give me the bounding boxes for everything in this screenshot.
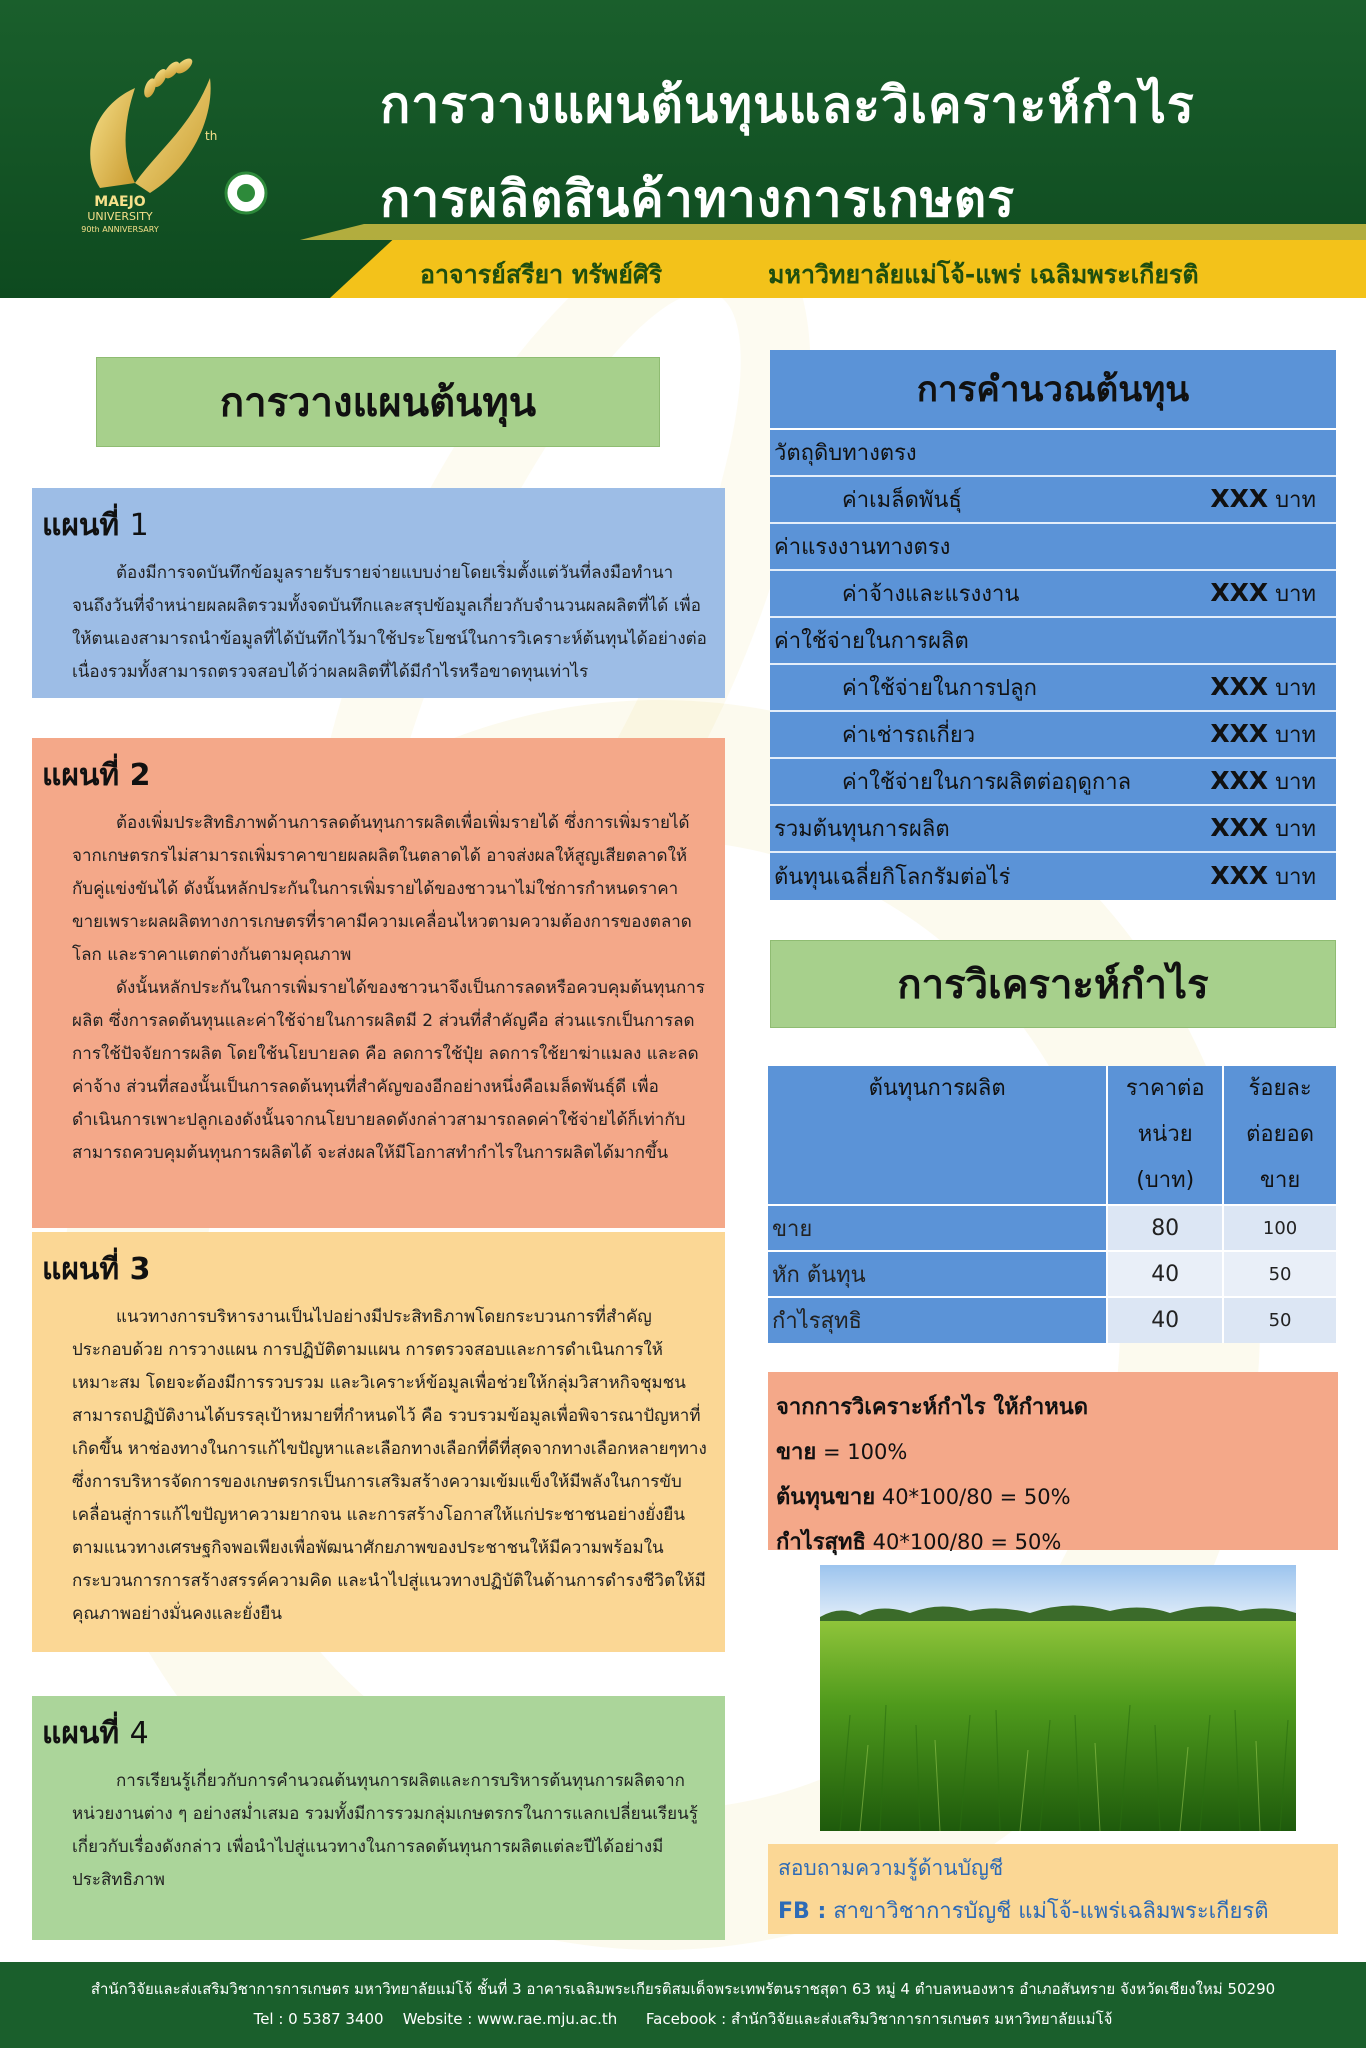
cost-value-unit: บาท [1268, 817, 1316, 842]
profit-row-percent: 50 [1223, 1251, 1337, 1297]
profit-result-box [768, 1372, 1338, 1555]
result-line-cost [776, 1475, 1330, 1520]
cost-row-label: ค่าจ้างและแรงงาน [842, 582, 1020, 607]
plan-4-label: แผนที่ [42, 1716, 120, 1751]
cost-value-amount: XXX [1210, 813, 1269, 842]
plan-2-text-2: ดังนั้นหลักประกันในการเพิ่มรายได้ของชาวนาจึงเป็นการลดหรือควบคุมต้นทุนการผลิต ซึ่งการลดต้นทุนและค่าใช้จ่ายในการผลิตมี 2 ส่วนที่สำคัญคือ ส่วนแรกเป็นการลดการใช้ปัจจัยการผลิต โดยใช้นโยบายลด คือ ลดการใช้ปุ๋ย ลดการใช้ยาฆ่าแมลง และลดค่าจ้าง ส่วนที่สองนั้นเป็นการลดต้นทุนที่สำคัญของอีกอย่างหนึ่งคือเมล็ดพันธุ์ดี เพื่อดำเนินการเพาะปลูกเองดังนั้นจากนโยบายลดดังกล่าวสามารถลดค่าใช้จ่ายได้ก็เท่ากับสามารถควบคุมต้นทุนการผลิตได้ จะส่งผลให้มีโอกาสทำกำไรในการผลิตได้มากขึ้น [72, 978, 705, 1163]
poster-title-line1: การวางแผนต้นทุนและวิเคราะห์กำไร [380, 76, 1195, 134]
cost-value-unit: บาท [1268, 723, 1316, 748]
plan-3-label: แผนที่ [42, 1252, 120, 1287]
plan-4-number: 4 [129, 1716, 149, 1751]
cost-value-unit: บาท [1268, 865, 1316, 890]
cost-row-label: รวมต้นทุนการผลิต [774, 817, 950, 842]
footer-tel: Tel : 0 5387 3400 [253, 2010, 384, 2028]
poster-title-line2: การผลิตสินค้าทางการเกษตร [380, 170, 1016, 228]
plan-4-text: การเรียนรู้เกี่ยวกับการคำนวณต้นทุนการผลิตและการบริหารต้นทุนการผลิตจากหน่วยงานต่าง ๆ อย่างสม่ำเสมอ รวมทั้งมีการรวมกลุ่มเกษตรกรในการแลกเปลี่ยนเรียนรู้เกี่ยวกับเรื่องดังกล่าว เพื่อนำไปสู่แนวทางในการลดต้นทุนการผลิตแต่ละปีได้อย่างมีประสิทธิภาพ [72, 1771, 698, 1890]
plan-4-box [32, 1696, 725, 1940]
profit-row-price: 40 [1107, 1251, 1223, 1297]
plan-2-box [32, 738, 725, 1228]
cost-row [770, 665, 1336, 712]
cost-value-amount: XXX [1210, 578, 1269, 607]
cost-value-unit: บาท [1268, 676, 1316, 701]
plan-4-heading [42, 1710, 707, 1757]
header-banner [0, 0, 1366, 298]
cost-value-amount: XXX [1210, 672, 1269, 701]
cost-row [770, 618, 1336, 665]
plan-2-text: ต้องเพิ่มประสิทธิภาพด้านการลดต้นทุนการผลิตเพื่อเพิ่มรายได้ ซึ่งการเพิ่มรายได้จากเกษตรกรไม่สามารถเพิ่มราคาขายผลผลิตในตลาดได้ อาจส่งผลให้สูญเสียตลาดให้กับคู่แข่งขันได้ ดังนั้นหลักประกันในการเพิ่มรายได้ของชาวนาไม่ใช่การกำหนดราคาขายเพราะผลผลิตทางการเกษตรที่ราคามีความเคลื่อนไหวตามความต้องการของตลาดโลก และราคาแตกต่างกันตามคุณภาพ [72, 813, 692, 965]
footer-address: สำนักวิจัยและส่งเสริมวิชาการการเกษตร มหาวิทยาลัยแม่โจ้ ชั้นที่ 3 อาคารเฉลิมพระเกียรติสมเด็จพระเทพรัตนราชสุดา 63 หมู่ 4 ตำบลหนองหาร อำเภอสันทราย จังหวัดเชียงใหม่ 50290 [90, 1980, 1276, 1998]
cost-row-label: วัตถุดิบทางตรง [774, 441, 917, 466]
cost-value-unit: บาท [1268, 582, 1316, 607]
cost-row-value [1210, 670, 1316, 705]
plan-1-box [32, 488, 725, 698]
profit-row-price: 80 [1107, 1205, 1223, 1251]
cost-value-amount: XXX [1210, 861, 1269, 890]
cost-row-label: ค่าแรงงานทางตรง [774, 535, 951, 560]
cost-row [770, 806, 1336, 853]
result-cost-label: ต้นทุนขาย [776, 1485, 876, 1510]
footer-website: Website : www.rae.mju.ac.th [402, 2010, 618, 2028]
result-line-sales [776, 1430, 1330, 1475]
cost-value-unit: บาท [1268, 770, 1316, 795]
cost-row-value [1210, 811, 1316, 846]
cost-row-label: ค่าเมล็ดพันธุ์ [842, 488, 962, 513]
cost-row [770, 524, 1336, 571]
cost-value-amount: XXX [1210, 484, 1269, 513]
cost-row [770, 853, 1336, 900]
contact-box [768, 1844, 1338, 1934]
plan-3-number: 3 [129, 1252, 151, 1287]
cost-row-value [1210, 717, 1316, 752]
profit-table-header [768, 1066, 1337, 1205]
table-row [768, 1297, 1337, 1343]
cost-row [770, 477, 1336, 524]
footer [0, 1962, 1366, 2048]
contact-facebook [778, 1893, 1328, 1928]
cost-value-amount: XXX [1210, 719, 1269, 748]
cost-section-title: การคำนวณต้นทุน [770, 350, 1336, 430]
result-cost-value: 40*100/80 = 50% [875, 1485, 1071, 1509]
table-row [768, 1205, 1337, 1251]
logo-th-text: th [205, 129, 218, 143]
result-profit-value: 40*100/80 = 50% [865, 1530, 1062, 1554]
plan-3-box [32, 1232, 725, 1652]
profit-header-price: ราคาต่อหน่วย (บาท) [1107, 1066, 1223, 1205]
footer-contacts [0, 2004, 1366, 2034]
plan-1-label: แผนที่ [42, 508, 120, 543]
profit-row-label: หัก ต้นทุน [768, 1251, 1107, 1297]
cost-row-value [1210, 859, 1316, 894]
plan-2-label: แผนที่ [42, 758, 120, 793]
cost-row-label: ค่าใช้จ่ายในการผลิตต่อฤดูกาล [842, 770, 1132, 795]
cost-row-label: ค่าเช่ารถเกี่ยว [842, 723, 976, 748]
cost-row-value [1210, 482, 1316, 517]
plan-3-heading [42, 1246, 707, 1293]
plan-2-heading [42, 752, 707, 799]
plan-3-text: แนวทางการบริหารงานเป็นไปอย่างมีประสิทธิภาพโดยกระบวนการที่สำคัญประกอบด้วย การวางแผน การปฏิบัติตามแผน การตรวจสอบและการดำเนินการให้เหมาะสม โดยจะต้องมีการรวบรวม และวิเคราะห์ข้อมูลเพื่อช่วยให้กลุ่มวิสาหกิจชุมชนสามารถปฏิบัติงานได้บรรลุเป้าหมายที่กำหนดไว้ คือ รวบรวมข้อมูลเพื่อพิจารณาปัญหาที่เกิดขึ้น หาช่องทางในการแก้ไขปัญหาและเลือกทางเลือกที่ดีที่สุดจากทางเลือกหลายๆทางซึ่งการบริหารจัดการของเกษตรกรเป็นการเสริมสร้างความเข้มแข็งให้มีพลังในการขับเคลื่อนสู่การแก้ไขปัญหาความยากจน และการสร้างโอกาสให้แก่ประชาชนอย่างยั่งยืนตามแนวทางเศรษฐกิจพอเพียงเพื่อพัฒนาศักยภาพของประชาชนให้มีความพร้อมในกระบวนการการสร้างสรรค์ความคิด และนำไปสู่แนวทางปฏิบัติในด้านการดำรงชีวิตให้มีคุณภาพอย่างมั่นคงและยั่งยืน [72, 1307, 707, 1624]
profit-analysis-table [768, 1066, 1338, 1343]
cost-calculation-table [770, 350, 1336, 900]
plan-2-number: 2 [129, 758, 151, 793]
plan-1-heading [42, 502, 707, 549]
footer-facebook: Facebook : สำนักวิจัยและส่งเสริมวิชาการการเกษตร มหาวิทยาลัยแม่โจ้ [645, 2010, 1113, 2028]
profit-row-label: ขาย [768, 1205, 1107, 1251]
cost-row-label: ค่าใช้จ่ายในการผลิต [774, 629, 969, 654]
cost-row-label: ต้นทุนเฉลี่ยกิโลกรัมต่อไร่ [774, 865, 1011, 890]
logo-university-text: UNIVERSITY [87, 210, 153, 223]
result-profit-label: กำไรสุทธิ [776, 1530, 866, 1555]
maejo-90th-logo [40, 58, 270, 238]
cost-row-value [1210, 764, 1316, 799]
cost-row [770, 759, 1336, 806]
plan-1-text: ต้องมีการจดบันทึกข้อมูลรายรับรายจ่ายแบบง่ายโดยเริ่มตั้งแต่วันที่ลงมือทำนาจนถึงวันที่จำหน่ายผลผลิตรวมทั้งจดบันทึกและสรุปข้อมูลเกี่ยวกับจำนวนผลผลิตที่ได้ เพื่อให้ตนเองสามารถนำข้อมูลที่ได้บันทึกไว้มาใช้ประโยชน์ในการวิเคราะห์ต้นทุนได้อย่างต่อเนื่องรวมทั้งสามารถตรวจสอบได้ว่าผลผลิตที่ได้มีกำไรหรือขาดทุนเท่าไร [72, 563, 707, 682]
table-row [768, 1251, 1337, 1297]
facebook-page-name: สาขาวิชาการบัญชี แม่โจ้-แพร่เฉลิมพระเกียรติ [826, 1899, 1269, 1924]
logo-anniversary-text: 90th ANNIVERSARY [81, 225, 159, 234]
cost-row [770, 712, 1336, 759]
profit-header-percent: ร้อยละต่อยอดขาย [1223, 1066, 1337, 1205]
result-sales-label: ขาย [776, 1440, 817, 1465]
result-line-profit [776, 1520, 1330, 1565]
rice-field-photo [820, 1565, 1296, 1831]
cost-row [770, 571, 1336, 618]
result-title: จากการวิเคราะห์กำไร ให้กำหนด [776, 1395, 1089, 1420]
profit-row-price: 40 [1107, 1297, 1223, 1343]
cost-row [770, 430, 1336, 477]
cost-value-amount: XXX [1210, 766, 1269, 795]
planning-section-title: การวางแผนต้นทุน [96, 357, 660, 447]
contact-question: สอบถามความรู้ด้านบัญชี [778, 1856, 1004, 1880]
result-sales-value: = 100% [816, 1440, 908, 1464]
profit-row-label: กำไรสุทธิ [768, 1297, 1107, 1343]
logo-maejo-text: MAEJO [94, 194, 146, 210]
cost-row-label: ค่าใช้จ่ายในการปลูก [842, 676, 1037, 701]
cost-row-value [1210, 576, 1316, 611]
author-name: อาจารย์สรียา ทรัพย์ศิริ [420, 260, 663, 289]
facebook-label: FB : [778, 1899, 827, 1924]
profit-row-percent: 50 [1223, 1297, 1337, 1343]
cost-value-unit: บาท [1268, 488, 1316, 513]
profit-row-percent: 100 [1223, 1205, 1337, 1251]
university-name: มหาวิทยาลัยแม่โจ้-แพร่ เฉลิมพระเกียรติ [768, 260, 1199, 289]
profit-header-cost: ต้นทุนการผลิต [768, 1066, 1107, 1205]
profit-section-title: การวิเคราะห์กำไร [770, 940, 1336, 1028]
plan-1-number: 1 [129, 508, 149, 543]
